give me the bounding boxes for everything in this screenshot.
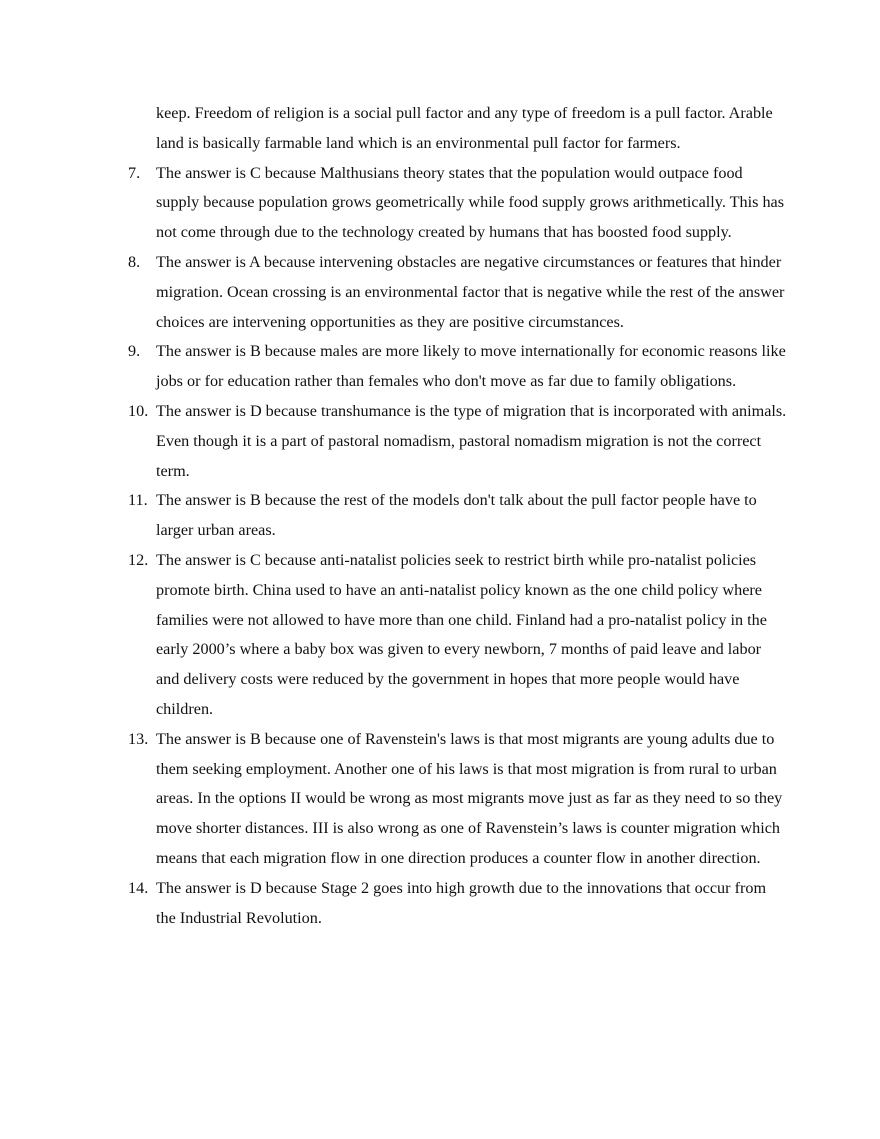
answer-number: 10. [128,401,149,420]
answer-number: 13. [128,729,149,748]
continuation-paragraph: keep. Freedom of religion is a social pull factor and any type of freedom is a pull factor. Arable land is basically farmable land which is an environmental pull factor for farmers. [156,104,773,152]
answer-text: The answer is B because the rest of the models don't talk about the pull factor people have to larger urban areas. [156,491,757,540]
answer-item-7 [128,159,788,248]
answer-number: 8. [128,252,141,271]
answer-text: The answer is C because anti-natalist policies seek to restrict birth while pro-natalist policies promote birth. China used to have an anti-natalist policy known as the one child policy where families were not allowed to have more than one child. Finland had a pro-natalist policy in the early 2000’s where a baby box was given to every newborn, 7 months of paid leave and labor and delivery costs were reduced by the government in hopes that more people would have children. [156,550,767,718]
answer-item-9 [128,337,788,397]
answer-text: The answer is D because transhumance is the type of migration that is incorporated with animals. Even though it is a part of pastoral nomadism, pastoral nomadism migration is not the correct term. [156,401,787,480]
answer-text: The answer is A because intervening obstacles are negative circumstances or features that hinder migration. Ocean crossing is an environmental factor that is negative while the rest of the answer choices are intervening opportunities as they are positive circumstances. [156,252,785,331]
answer-number: 12. [128,550,149,569]
answer-number: 11. [128,491,148,510]
answer-item-11 [128,486,788,546]
answer-item-10 [128,397,788,486]
answer-number: 7. [128,163,141,182]
answer-text: The answer is B because one of Ravenstein's laws is that most migrants are young adults due to them seeking employment. Another one of his laws is that most migration is from rural to urban areas. In the options II would be wrong as most migrants move just as far as they need to so they move shorter distances. III is also wrong as one of Ravenstein’s laws is counter migration which means that each migration flow in one direction produces a counter flow in another direction. [156,729,783,867]
answer-text: The answer is C because Malthusians theory states that the population would outpace food supply because population grows geometrically while food supply grows arithmetically. This has not come through due to the technology created by humans that has boosted food supply. [156,163,785,242]
answer-item-12 [128,546,788,725]
answer-list [128,159,788,934]
answer-number: 9. [128,342,141,361]
answer-explanations [128,99,788,933]
answer-number: 14. [128,878,149,897]
answer-text: The answer is D because Stage 2 goes into high growth due to the innovations that occur from the Industrial Revolution. [156,878,767,927]
answer-text: The answer is B because males are more likely to move internationally for economic reasons like jobs or for education rather than females who don't move as far due to family obligations. [156,342,786,391]
answer-item-13 [128,725,788,874]
answer-item-8 [128,248,788,337]
answer-item-14 [128,874,788,934]
